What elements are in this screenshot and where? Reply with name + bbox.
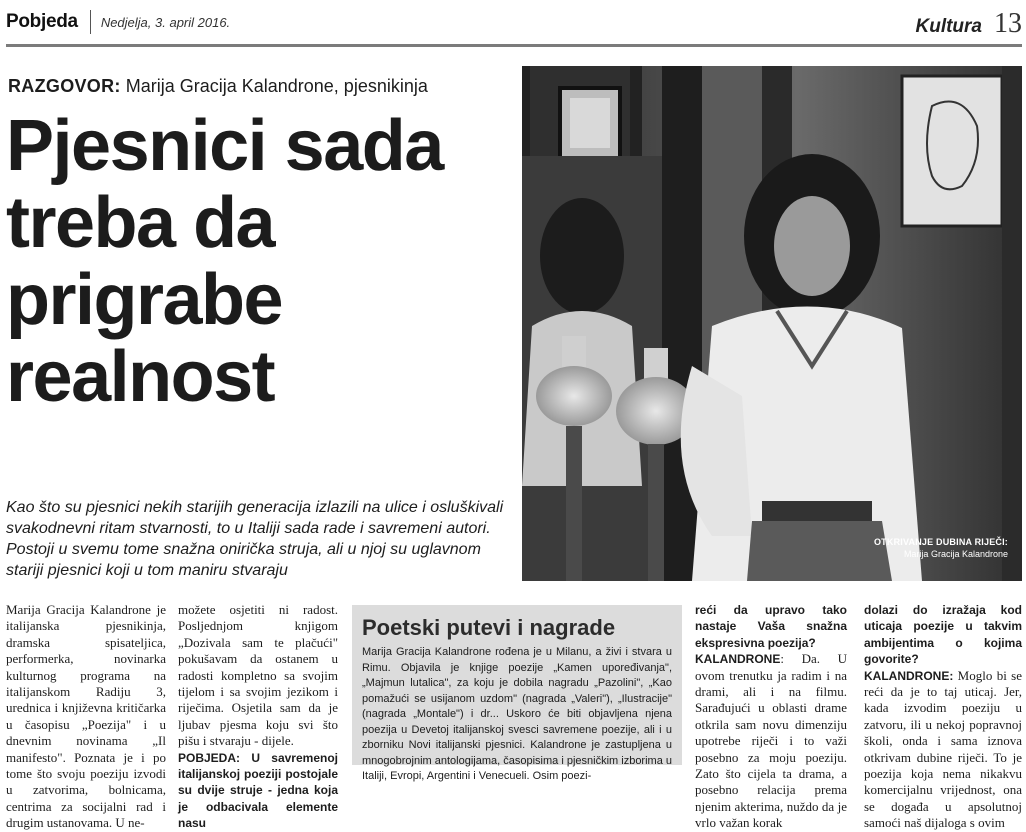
article-kicker [8, 76, 428, 97]
body-column-2 [178, 602, 338, 832]
body-column-5 [864, 602, 1022, 832]
interview-question: U savremenoj italijanskoj poeziji postojale su dvije struje - jedna koja je odbacivala elemente nasu [178, 750, 338, 831]
newspaper-logo: Pobjeda [6, 11, 78, 32]
portrait-photo-illustration [522, 66, 1022, 581]
issue-date: Nedjelja, 3. april 2016. [100, 14, 231, 30]
photo-caption-title: OTKRIVANJE DUBINA RIJEČI: [873, 537, 1008, 547]
interview-question: dolazi do izražaja kod uticaja poezije u takvim ambijentima o kojima govorite? [864, 603, 1022, 667]
interviewer-label: POBJEDA: [178, 750, 241, 765]
body-text: Marija Gracija Kalandrone je italijanska pjesnikinja, dramska spisateljica, performerka, novinarka kulturnog programa na italijanskom Radiju 3, urednica i književna kritičarka u časopisu „Poezija" i u dnevnim novinama „Il manifesto". Poznata je i po tome što svoju poeziju izvodi u zatvorima, bolnicama, centrima za socijalni rad i drugim ustanovama. U ne- [6, 602, 166, 831]
masthead-right [916, 8, 1023, 40]
article-photo [522, 66, 1022, 581]
body-text: Moglo bi se reći da je to taj uticaj. Jer, kada izvodim poeziju u zatvoru, ili u nekoj popravnoj školi, onda i sama iznova otkrivam dubine riječi. To je poezija koja nema nikakvu komercijalnu vrijednost, ona se događa u apsolutnoj samoći naš dijaloga s ovim [864, 667, 1022, 831]
article-lead: Kao što su pjesnici nekih starijih generacija izlazili na ulice i osluškivali svakodnevni ritam stvarnosti, to u Italiji sada rade i savremeni autori. Postoji u svemu tome snažna onirička struja, ali u njoj su uglavnom stariji pjesnici koji u tom maniru stvaraju [6, 499, 504, 579]
sidebar-title: Poetski putevi i nagrade [362, 615, 616, 640]
kicker-subject: Marija Gracija Kalandrone, pjesnikinja [120, 76, 428, 96]
interviewee-label: KALANDRONE: [864, 668, 954, 683]
photo-caption-subject: Marija Gracija Kalandrone [903, 549, 1008, 559]
body-column-4 [695, 602, 847, 832]
body-text: možete osjetiti ni radost. Posljednjom knjigom „Dozivala sam te plačući" pokušavam da ostanem u radosti kompletno sa svojim tijelom i sa svojim jezikom i riječima. Osjetila sam da je ljubav pjesma koju svi što pišu i stvaraju - dijele. [178, 602, 338, 749]
kicker-label: RAZGOVOR: [8, 76, 121, 96]
body-text: : Da. U ovom trenutku ja radim i na drami, ali i na filmu. Sarađujući u oblasti drame otkrila sam novu dimenziju upotrebe riječi i to važi posebno za moju poeziju. Zato što cijela ta drama, a posebno relacija prema njenim akterima, nuždo da je vrlo važan korak [695, 651, 847, 831]
article-headline: Pjesnici sada treba da prigrabe realnost [6, 106, 443, 417]
interviewee-label: KALANDRONE [695, 652, 781, 667]
masthead-rule [6, 44, 1022, 47]
section-name: Kultura [915, 16, 982, 37]
interview-question: reći da upravo tako nastaje Vaša snažna ekspresivna poezija? [695, 603, 847, 650]
masthead [6, 10, 1022, 46]
photo-caption [874, 537, 1008, 559]
sidebar-text: Marija Gracija Kalandrone rođena je u Milanu, a živi i stvara u Rimu. Objavila je knjige poezije „Kamen upoređivanja", „Majmun lutalica", za koju je dobila nagradu „Pazolini", „Kao pomažući se usijanom uzdom" (nagrada „Valeri"), „Ilustracije" (nagrada „Montale") i dr... Uskoro će biti objavljena njena poezija u Devetoj italijanskoj svesci savremene poezije, ali i u zborniku Novi italijanski pjesnici. Kalandrone je zastupljena u mnogobrojnim antologijama, časopisima i pjesničkim izborima u Italiji, Evropi, Argentini i Venecueli. Osim poezi- [362, 646, 672, 782]
masthead-left [6, 10, 230, 34]
page-number: 13 [994, 8, 1022, 39]
masthead-divider [90, 10, 91, 34]
sidebar-box [352, 605, 682, 782]
body-column-1 [6, 602, 166, 832]
